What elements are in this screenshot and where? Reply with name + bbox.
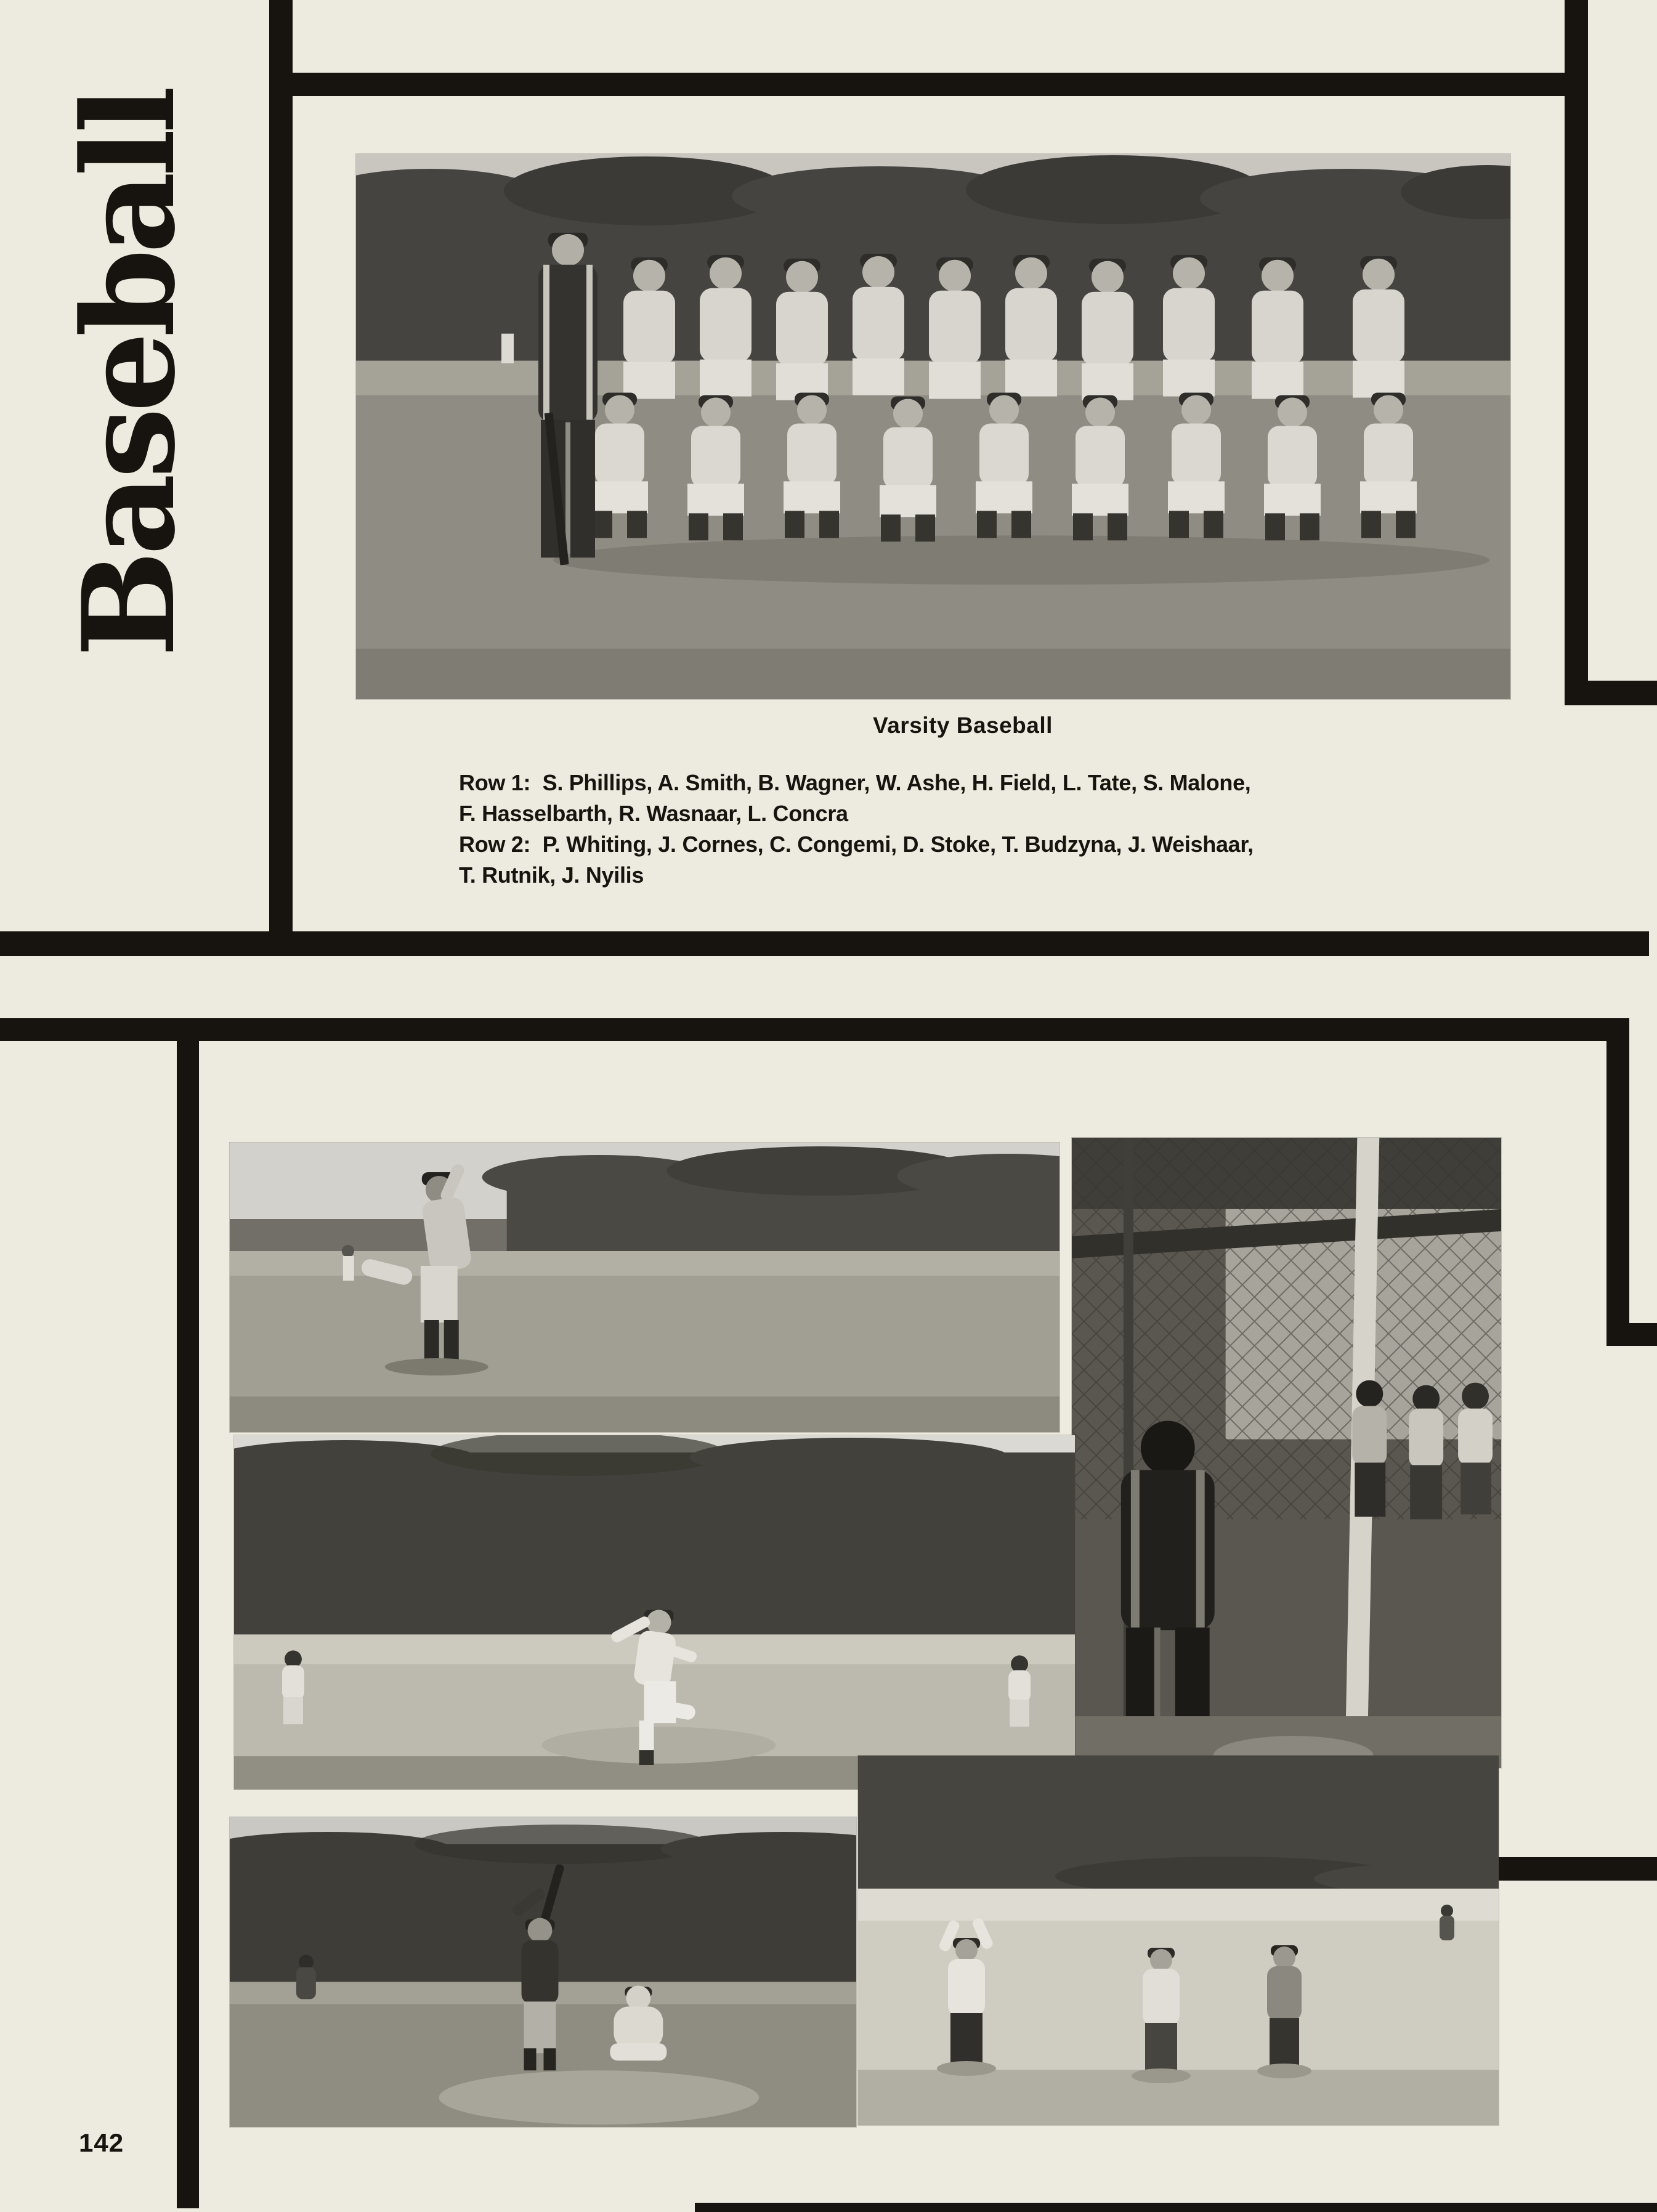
spectator-group	[1352, 1380, 1493, 1520]
action-photo-backstop-fence	[1072, 1138, 1501, 1768]
page-number: 142	[79, 2128, 124, 2157]
action-photo-pitcher-warmup	[230, 1143, 1059, 1432]
frame-rule-right-vertical-foot	[1565, 681, 1657, 705]
frame-rule-bottom-edge	[695, 2203, 1657, 2212]
action-photo-batter-catcher	[230, 1817, 856, 2127]
frame-rule-left-vertical	[269, 0, 293, 955]
action-photo-infield-players	[858, 1756, 1499, 2125]
roster-line: T. Rutnik, J. Nyilis	[459, 862, 644, 888]
frame-rule-right-vertical	[1565, 0, 1588, 705]
team-photo	[356, 154, 1510, 699]
frame-rule-bottom-right-horizontal	[1497, 1857, 1657, 1881]
left-fielder-figure	[282, 1650, 304, 1724]
frame-rule-top-horizontal	[269, 73, 1588, 96]
roster-caption	[459, 768, 1420, 891]
distant-fielder-figure	[342, 1245, 354, 1281]
photo-caption: Varsity Baseball	[873, 713, 1053, 738]
frame-rule-lower-left-vertical	[177, 1041, 199, 2208]
frame-rule-lower-right-foot	[1606, 1323, 1657, 1346]
frame-rule-middle-upper-horizontal	[0, 931, 1649, 956]
distant-runner-figure	[1440, 1905, 1454, 1940]
frame-rule-lower-right-vertical	[1606, 1018, 1629, 1346]
distant-player-figure	[296, 1955, 316, 1999]
roster-line: Row 1: S. Phillips, A. Smith, B. Wagner, W. Ashe, H. Field, L. Tate, S. Malone,	[459, 770, 1251, 795]
section-title-baseball: Baseball	[55, 91, 203, 657]
right-fielder-figure	[1008, 1655, 1031, 1727]
roster-line: F. Hasselbarth, R. Wasnaar, L. Concra	[459, 801, 848, 826]
frame-rule-middle-lower-horizontal	[0, 1018, 1629, 1041]
action-photo-pitch-delivery	[234, 1435, 1075, 1789]
roster-line: Row 2: P. Whiting, J. Cornes, C. Congemi, D. Stoke, T. Budzyna, J. Weishaar,	[459, 832, 1254, 857]
